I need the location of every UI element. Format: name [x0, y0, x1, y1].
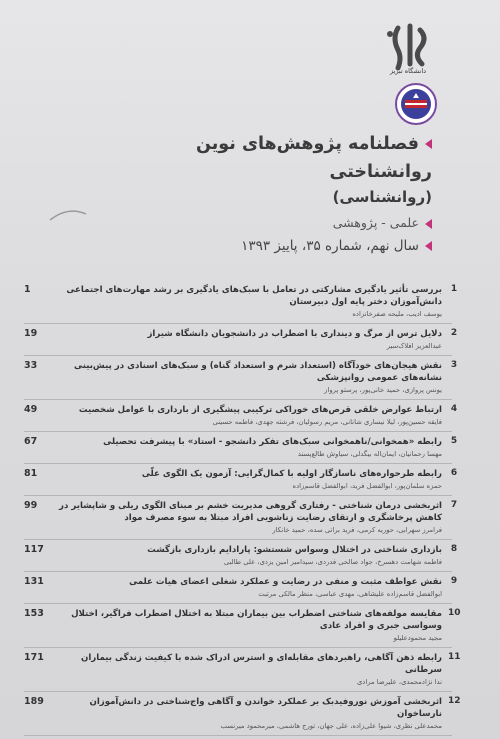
toc-entry — [24, 328, 458, 356]
toc-entry-number: 1 — [450, 284, 458, 294]
toc-entry-page: 33 — [24, 360, 38, 371]
toc-divider — [24, 539, 452, 540]
toc-entry-authors: مجید محمودعلیلو — [393, 634, 442, 642]
toc-entry-number: 11 — [448, 652, 461, 662]
toc-divider — [24, 571, 452, 572]
toc-entry-page: 153 — [24, 608, 44, 619]
toc-entry-authors: مهسا رحمانیان، ایمان‌اله بیگدلی، سیاوش طالع‌پسند — [297, 450, 442, 458]
toc-entry-page: 49 — [24, 404, 38, 415]
toc-entry — [24, 404, 458, 432]
toc-entry-page: 1 — [24, 284, 31, 295]
toc-divider — [24, 399, 452, 400]
toc-entry-number: 8 — [450, 544, 458, 554]
toc-entry-page: 99 — [24, 500, 38, 511]
toc-entry-title: نقش هیجان‌های خودآگاه (استعداد شرم و استعداد گناه) و سبک‌های اسنادی در پیش‌بینی نشانه‌های عمومی روانپزشکی — [74, 361, 442, 383]
toc-entry-number: 4 — [450, 404, 458, 414]
toc-entry-page: 67 — [24, 436, 38, 447]
toc-entry-authors: ندا نژادمحمدی، علیرضا مرادی — [356, 678, 442, 686]
toc-entry-number: 7 — [450, 500, 458, 510]
toc-entry-authors: یونس پروازی، حمید خانی‌پور، پرستو پرواز — [324, 386, 442, 394]
toc-entry-page: 189 — [24, 696, 44, 707]
toc-entry-number: 2 — [450, 328, 458, 338]
pink-bullet-icon — [425, 139, 432, 149]
toc-entry-title: مقایسه مولفه‌های شناختی اضطراب بین بیماران مبتلا به اختلال اضطراب فراگیر، اختلال وسواسی جبری و افراد عادی — [71, 609, 442, 631]
toc-divider — [24, 603, 452, 604]
decorative-swoosh-icon — [48, 208, 88, 224]
toc-entry-number: 9 — [450, 576, 458, 586]
toc-entry-authors: فاطمه شهامت دهسرخ، جواد صالحی فدردی، سیدامیر امین یزدی، علی طالبی — [223, 558, 442, 566]
toc-entry-title: رابطه ذهن آگاهی، راهبردهای مقابله‌ای و استرس ادراک شده با کیفیت زندگی بیماران سرطانی — [81, 653, 442, 675]
toc-entry-authors: فرامرز سهرابی، حوریه کرمی، فرید براتی سده، حمید خانکار — [272, 526, 442, 534]
table-of-contents — [24, 284, 461, 739]
society-logo-icon — [394, 82, 438, 126]
toc-entry-title: دلایل ترس از مرگ و دینداری با اضطراب در دانشجویان دانشگاه شیراز — [147, 329, 442, 339]
journal-subtitle: (روانشناسی) — [332, 188, 432, 206]
pink-bullet-icon — [425, 219, 432, 229]
toc-entry — [24, 544, 458, 572]
journal-title: فصلنامه پژوهش‌های نوین روانشناختی — [195, 134, 432, 182]
toc-entry-title: بررسی تأثیر یادگیری مشارکتی در تعامل با سبک‌های یادگیری بر رشد مهارت‌های اجتماعی دانش‌آموزان دختر پایه اول دبیرستان — [66, 285, 442, 307]
toc-entry-title: ارتباط عوارض خلقی قرص‌های خوراکی ترکیبی پیشگیری از بارداری با عوامل شخصیت — [78, 405, 442, 415]
journal-category: علمی - پژوهشی — [332, 215, 419, 230]
toc-entry-number: 3 — [450, 360, 458, 370]
toc-entry — [24, 696, 461, 736]
toc-entry-page: 171 — [24, 652, 44, 663]
toc-entry-authors: فایقه حسین‌پور، لیلا نیساری شانانی، مریم رسولیان، فرشته جهدی، فاطمه حسینی — [212, 418, 442, 426]
toc-entry — [24, 652, 461, 692]
toc-entry — [24, 284, 458, 324]
toc-entry-number: 12 — [448, 696, 461, 706]
toc-entry-title: اثربخشی آموزش نوروفیدبک بر عملکرد خواندن و آگاهی واج‌شناختی در دانش‌آموزان نارساخوان — [89, 697, 442, 719]
toc-entry-authors: حمزه سلمان‌پور، ابوالفضل فرید، ابوالفضل قاسم‌زاده — [292, 482, 442, 490]
toc-entry-authors: عبدالعزیز افلاک‌سیر — [386, 342, 442, 350]
toc-divider — [24, 355, 452, 356]
toc-entry-page: 81 — [24, 468, 38, 479]
toc-entry — [24, 576, 458, 604]
toc-entry — [24, 436, 458, 464]
toc-entry-authors: ابوالفضل قاسم‌زاده علیشاهی، مهدی عباسی، منظر مالکی مرتبت — [258, 590, 442, 598]
pink-bullet-icon — [425, 241, 432, 251]
toc-entry-authors: یوسف ادیب، ملیحه صفرخانزاده — [352, 310, 442, 318]
journal-header — [102, 130, 432, 256]
toc-divider — [24, 431, 452, 432]
issue-info: سال نهم، شماره ۳۵، پاییز ۱۳۹۳ — [241, 238, 419, 254]
toc-divider — [24, 463, 452, 464]
toc-entry-title: نقش عواطف مثبت و منفی در رضایت و عملکرد شغلی اعضای هیات علمی — [129, 577, 442, 587]
toc-entry — [24, 608, 461, 648]
toc-entry-page: 131 — [24, 576, 44, 587]
toc-entry — [24, 500, 458, 540]
university-logo-caption: دانشگاه تبریز — [389, 67, 427, 75]
toc-entry-title: اثربخشی درمان شناختی - رفتاری گروهی مدیریت خشم بر مبنای الگوی ریلی و شاپشایر در کاهش پرخاشگری و ارتقای رضایت زناشویی افراد مبتلا به سوء مصرف مواد — [59, 501, 442, 523]
toc-divider — [24, 647, 452, 648]
toc-divider — [24, 735, 452, 736]
toc-entry — [24, 360, 458, 400]
toc-entry-number: 6 — [450, 468, 458, 478]
toc-entry-number: 5 — [450, 436, 458, 446]
toc-entry-page: 19 — [24, 328, 38, 339]
toc-entry-authors: محمدعلی نظری، شیوا علی‌زاده، علی جهان، تورج هاشمی، میرمحمود میرنسب — [220, 722, 442, 730]
toc-divider — [24, 323, 452, 324]
toc-divider — [24, 691, 452, 692]
toc-entry-title: بازداری شناختی در اختلال وسواس شستشو: پارادایم بازداری بازگشت — [147, 545, 442, 555]
toc-entry-title: رابطه طرحواره‌های ناسازگار اولیه با کمال‌گرایی: آزمون یک الگوی علّی — [141, 469, 442, 479]
toc-entry-page: 117 — [24, 544, 44, 555]
toc-entry-title: رابطه «همخوانی/ناهمخوانی سبک‌های تفکر دانشجو - استاد» با پیشرفت تحصیلی — [103, 437, 442, 447]
toc-entry-number: 10 — [448, 608, 461, 618]
toc-entry — [24, 468, 458, 496]
toc-divider — [24, 495, 452, 496]
